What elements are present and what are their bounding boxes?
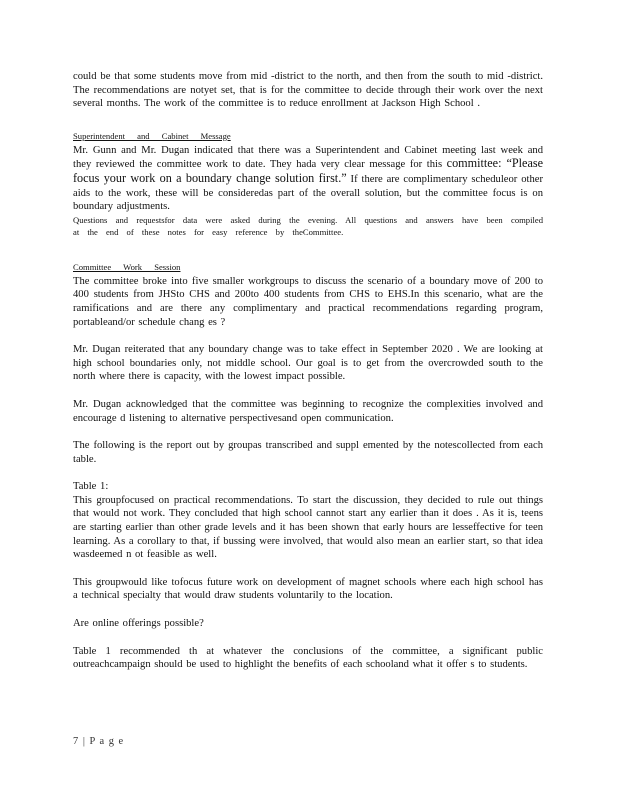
paragraph-outreach: Table 1 recommended th at whatever the conclusions of the committee, a significant public outreachcampaign should be used to highlight the benefits of each schooland what it offer s to students. (73, 645, 543, 671)
paragraph-magnet-schools: This groupwould like tofocus future work on development of magnet schools where each high school has a technical specialty that would draw students voluntarily to the location. (73, 576, 543, 602)
emphasized-quote: committee: “Please focus your work on a boundary change solution first.” (73, 156, 544, 185)
paragraph-dugan-acknowledged: Mr. Dugan acknowledged that the committee was beginning to recognize the complexities involved and encourage d listening to alternative perspectivesand open communication. (73, 398, 543, 424)
paragraph-superintendent-text-a: Mr. Gunn and Mr. Dugan indicated that there was a Superintendent and Cabinet meeting last week and they reviewed the committee work to date. They hada very clear message for this (73, 144, 543, 171)
paragraph-dugan-reiterated: Mr. Dugan reiterated that any boundary change was to take effect in September 2020 . We are looking at high school boundaries only, not middle school. Our goal is to get from the overcrowded south to the north where there is capacity, with the lowest impact possible. (73, 344, 543, 383)
page-label: | P a g e (82, 736, 125, 747)
page-number: 7 (73, 736, 80, 747)
page-footer (73, 736, 124, 747)
document-page (73, 70, 543, 672)
table-label: Table 1: (73, 481, 109, 493)
paragraph-committee-breakout: The committee broke into five smaller workgroups to discuss the scenario of a boundary move of 200 to 400 students from JHSto CHS and 200to 400 students from CHS to EHS.In this scenario, what are the ramifications and are there any complimentary and practical recommendations regarding program, portableand/or schedule chang es ? (73, 275, 543, 328)
section-heading-committee: Committee Work Session (73, 261, 181, 272)
paragraph-online-question: Are online offerings possible? (73, 618, 204, 630)
paragraph-table1-practical: This groupfocused on practical recommendations. To start the discussion, they decided to rule out things that would not work. They concluded that high school cannot start any earlier than it does . As it is, teens are starting earlier than other grade levels and it has been shown that early hours are lesseffective for teen learning. As a corollary to that, if bussing were involved, that would also mean an earlier start, so that idea wasdeemed n ot feasible as well. (73, 494, 543, 561)
paragraph-superintendent-text-b: If there are complimentary scheduleor other aids to the work, these will be consideredas part of the overall solution, but the committee focus is on boundary adjustments. (73, 173, 543, 213)
paragraph-enrollment-intro: could be that some students move from mid -district to the north, and then from the south to mid -district. The recommendations are notyet set, that is for the committee to decide through their work over the next several months. The work of the committee is to reduce enrollment at Jackson High School . (73, 71, 543, 110)
paragraph-questions: Questions and requestsfor data were asked during the evening. All questions and answers have been compiled at the end of these notes for easy reference by theCommittee. (73, 214, 543, 237)
paragraph-report-intro: The following is the report out by groupas transcribed and suppl emented by the notescollected from each table. (73, 440, 543, 465)
section-heading-superintendent: Superintendent and Cabinet Message (73, 130, 231, 141)
paragraph-superintendent-message (73, 144, 543, 214)
